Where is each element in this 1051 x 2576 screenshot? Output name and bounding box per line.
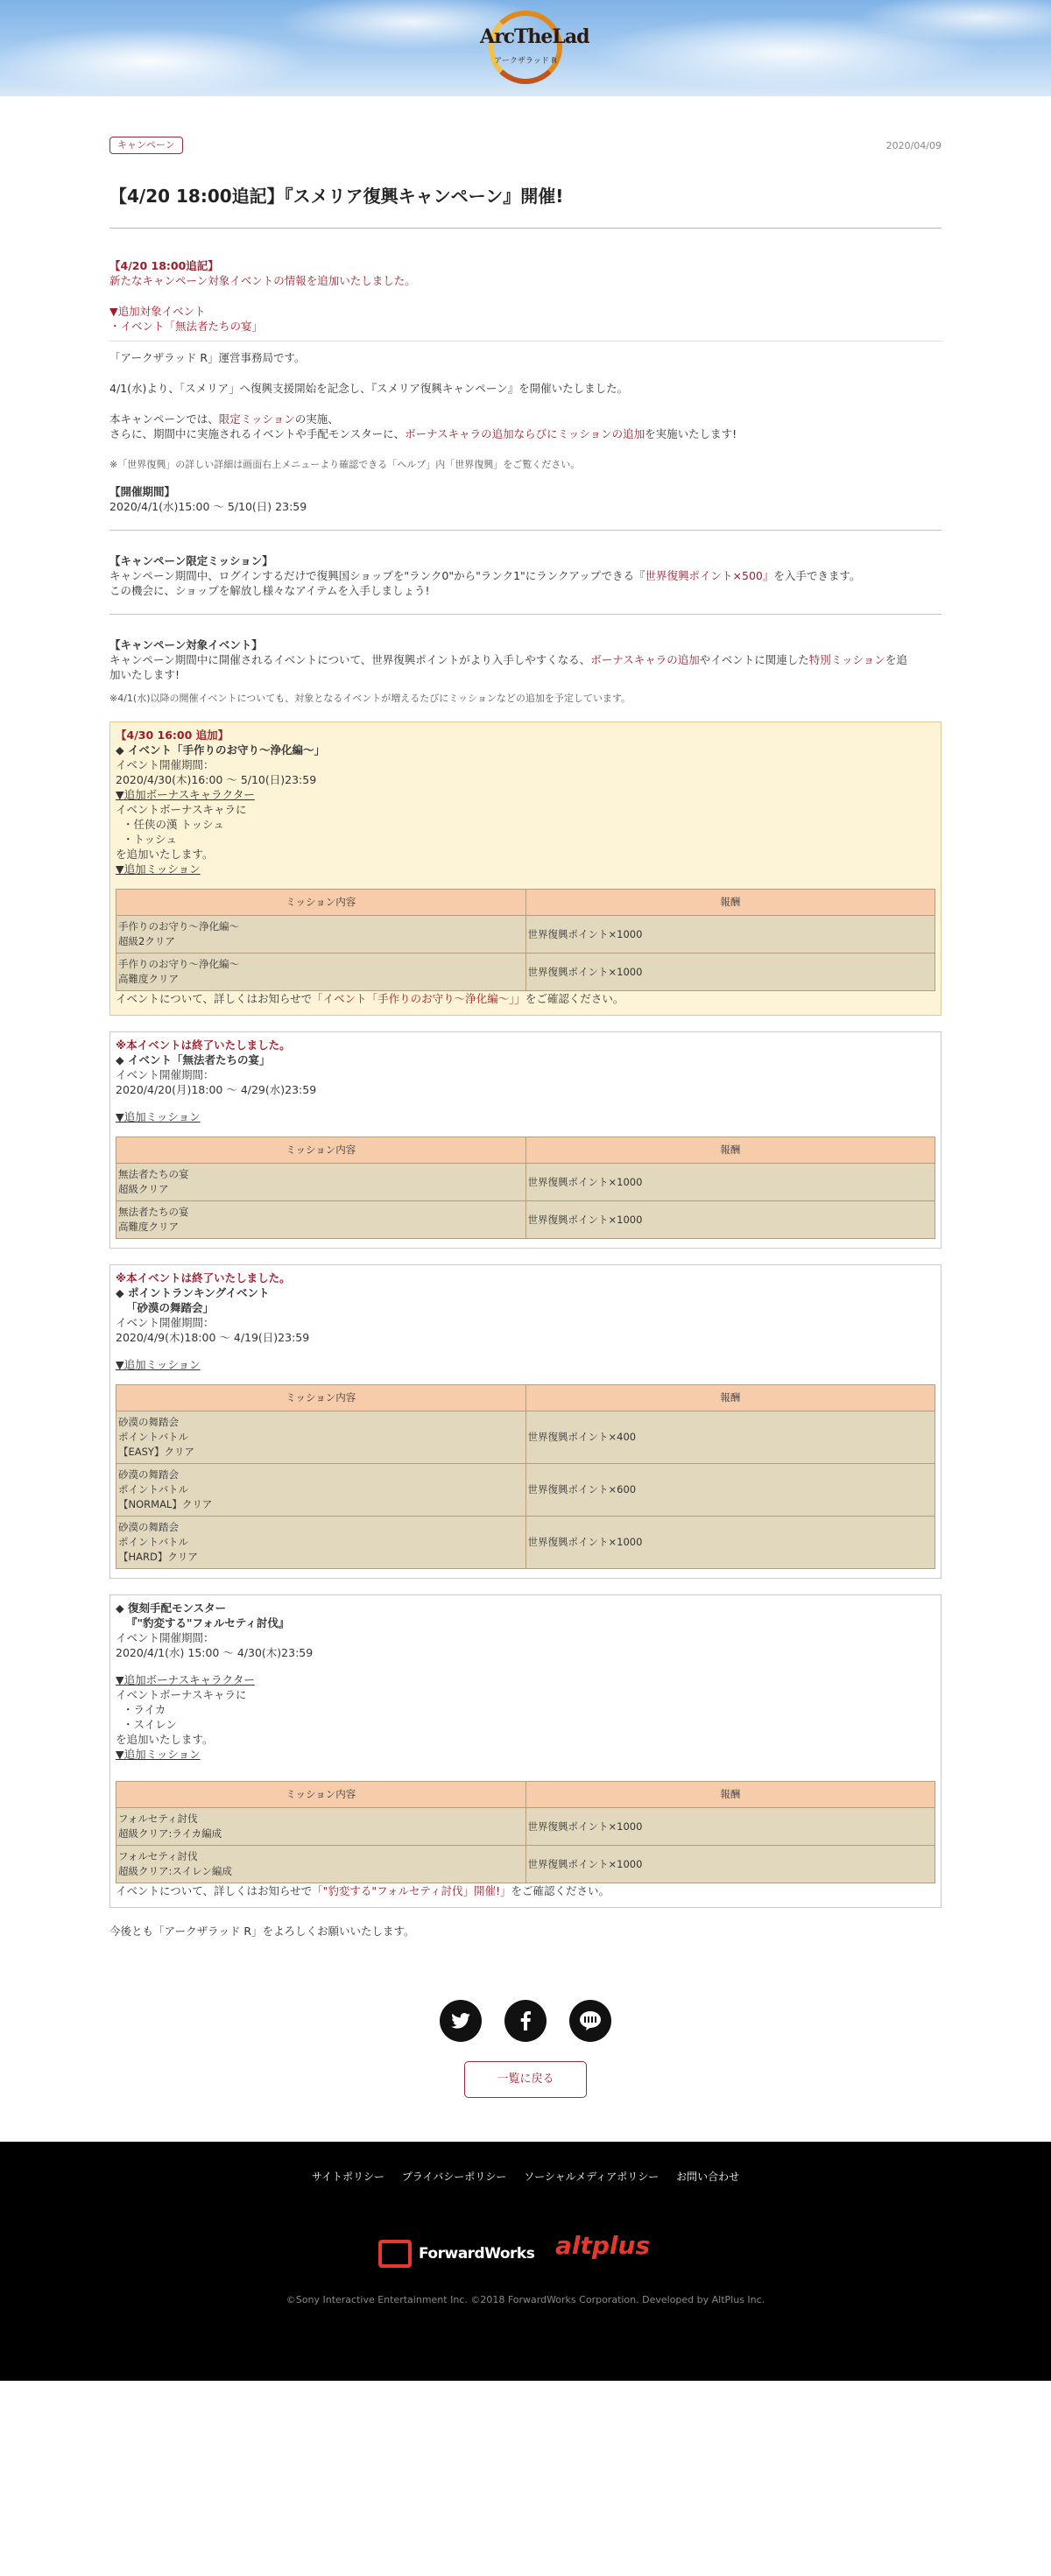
text: イベントについて、詳しくはお知らせで [116,992,313,1005]
highlight-text: 特別ミッション [808,653,885,666]
ended-note: ※本イベントは終了いたしました。 [116,1038,291,1052]
line-icon[interactable] [569,2000,611,2042]
event-name: ◆ イベント「手作りのお守り～浄化編～」 [116,743,325,757]
news-link[interactable]: 「"豹変する"フォルセティ討伐」開催!」 [312,1884,511,1897]
table-header: ミッション内容 [116,1137,526,1164]
back-to-list-button[interactable]: 一覧に戻る [464,2061,587,2098]
text: 超級クリア [118,1183,169,1195]
text: 手作りのお守り～浄化編～ [118,958,239,970]
target-events-text-2: 加いたします! [109,668,180,681]
closing-text: 今後とも「アークザラッド R」をよろしくお願いいたします。 [109,1925,415,1938]
footer-link-site-policy[interactable]: サイトポリシー [311,2171,385,2183]
table-header: 報酬 [526,1782,935,1808]
reward-cell: 世界復興ポイント×1000 [526,1201,935,1239]
update-text: 新たなキャンペーン対象イベントの情報を追加いたしました。 [109,274,416,287]
mission-heading: ▼追加ミッション [116,862,201,876]
reward-cell: 世界復興ポイント×1000 [526,1846,935,1883]
text: の実施、 [294,412,339,426]
text: 砂漠の舞踏会 [118,1416,179,1428]
reward-cell: 世界復興ポイント×400 [526,1411,935,1464]
table-row [116,1411,935,1464]
mission-table [116,1781,935,1883]
section-divider [109,614,942,615]
mission-cell [116,1411,526,1464]
bonus-intro: イベントボーナスキャラに [116,803,247,816]
text: 超級クリア:ライカ編成 [118,1827,222,1840]
event-name: ◆ イベント「無法者たちの宴」 [116,1053,271,1066]
table-row [116,1808,935,1846]
text: ポイントバトル [118,1483,189,1496]
text: 【HARD】クリア [118,1551,198,1563]
text: を入手できます。 [773,569,861,582]
mission-table [116,1384,935,1569]
mission-cell [116,1846,526,1883]
copyright: ©Sony Interactive Entertainment Inc. ©2018 ForwardWorks Corporation. Developed by AltPlus Inc. [286,2294,765,2305]
game-logo[interactable] [480,7,589,86]
mission-cell [116,1517,526,1569]
event-name: ◆ ポイントランキングイベント [116,1286,270,1299]
event-box-forseti [109,1594,942,1908]
highlight-text: ボーナスキャラの追加ならびにミッションの追加 [405,427,645,440]
text: さらに、期間中に実施されるイベントや手配モンスターに、 [109,427,406,440]
text: 【NORMAL】クリア [118,1498,213,1510]
forwardworks-text: ForwardWorks [419,2244,535,2263]
highlight-text: 『世界復興ポイント×500』 [634,569,774,582]
bonus-outro: を追加いたします。 [116,1733,214,1746]
bonus-outro: を追加いたします。 [116,848,214,861]
event-period: 2020/4/9(木)18:00 ～ 4/19(日)23:59 [116,1331,310,1344]
added-events-heading: ▼追加対象イベント [109,305,206,318]
event-period: 2020/4/1(水) 15:00 ～ 4/30(木)23:59 [116,1646,314,1659]
mission-cell [116,1808,526,1846]
reward-cell: 世界復興ポイント×1000 [526,954,935,991]
mission-table [116,1137,935,1239]
text: を実施いたします! [645,427,737,440]
table-header: ミッション内容 [116,890,526,916]
bonus-char: ・スイレン [123,1718,177,1731]
period-label: イベント開催期間： [116,1631,215,1644]
mission-heading: ▼追加ミッション [116,1358,201,1371]
period-label: イベント開催期間： [116,758,215,771]
event-box-omamori [109,721,942,1016]
added-event-item: ・イベント「無法者たちの宴」 [109,320,264,333]
logo-subtitle: アークザラッド R [494,57,557,66]
box-footnote [116,991,935,1006]
target-events-text [109,652,942,667]
campaign-period: 2020/4/1(水)15:00 ～ 5/10(日) 23:59 [109,500,307,513]
text: キャンペーン期間中、ログインするだけで復興国ショップを"ランク0"から"ランク1"にランクアップできる [109,569,635,582]
text: 高難度クリア [118,1221,179,1233]
intro-paragraph-2 [109,412,942,426]
mission-heading: ▼追加ミッション [116,1110,201,1123]
forwardworks-logo[interactable] [378,2240,534,2268]
bonus-intro: イベントボーナスキャラに [116,1688,247,1701]
period-label: イベント開催期間： [116,1316,215,1329]
table-header: 報酬 [526,1137,935,1164]
event-name-2: 「砂漠の舞踏会」 [126,1301,215,1314]
back-wrap [109,2061,942,2098]
reward-cell: 世界復興ポイント×1000 [526,1517,935,1569]
news-link[interactable]: 「イベント「手作りのお守り～浄化編～」」 [312,992,526,1005]
bonus-char: ・任侠の漢 トッシュ [123,818,224,831]
event-period: 2020/4/20(月)18:00 ～ 4/29(水)23:59 [116,1083,317,1096]
bonus-heading: ▼追加ボーナスキャラクター [116,788,255,801]
forwardworks-mark-icon [378,2240,412,2268]
text: 【EASY】クリア [118,1446,194,1458]
bonus-heading: ▼追加ボーナスキャラクター [116,1673,255,1686]
highlight-text: 限定ミッション [218,412,295,426]
text: 手作りのお守り～浄化編～ [118,920,239,933]
mission-cell [116,916,526,954]
text: 本キャンペーンでは、 [109,412,219,426]
text: やイベントに関連した [699,653,809,666]
text: 砂漠の舞踏会 [118,1521,179,1533]
target-events-heading: 【キャンペーン対象イベント】 [109,638,263,651]
altplus-logo[interactable]: altplus [555,2231,651,2260]
text: 高難度クリア [118,973,179,985]
event-box-outlaws [109,1031,942,1249]
event-box-desert-ball [109,1264,942,1579]
facebook-icon[interactable] [504,2000,547,2042]
table-header: 報酬 [526,890,935,916]
footer-link-contact[interactable]: お問い合わせ [676,2171,740,2183]
share-buttons [109,2000,942,2042]
page-title: 【4/20 18:00追記】『スメリア復興キャンペーン』開催! [109,184,942,229]
intro-paragraph: 4/1(水)より、「スメリア」へ復興支援開始を記念し、『スメリア復興キャンペーン』を開催いたしました。 [109,382,629,395]
twitter-icon[interactable] [440,2000,482,2042]
text: フォルセティ討伐 [118,1812,198,1825]
footer-link-privacy[interactable]: プライバシーポリシー [401,2171,507,2183]
period-label: イベント開催期間： [116,1068,215,1081]
text: 超級クリア:スイレン編成 [118,1865,232,1877]
bonus-char: ・トッシュ [123,833,177,846]
article-body [109,229,942,1939]
mission-cell [116,1164,526,1201]
text: キャンペーン期間中に開催されるイベントについて、世界復興ポイントがより入手しやすくなる、 [109,653,591,666]
reward-cell: 世界復興ポイント×1000 [526,1808,935,1846]
article-meta [109,96,942,158]
text: ポイントバトル [118,1431,189,1443]
mission-cell [116,954,526,991]
footer-link-social-policy[interactable]: ソーシャルメディアポリシー [524,2171,660,2183]
limited-mission-heading: 【キャンペーン限定ミッション】 [109,554,273,567]
article [109,96,942,2098]
table-header: ミッション内容 [116,1782,526,1808]
period-heading: 【開催期間】 [109,485,176,498]
category-badge[interactable]: キャンペーン [109,137,183,154]
text: 超級2クリア [118,935,175,947]
publish-date: 2020/04/09 [885,140,942,151]
mission-cell [116,1201,526,1239]
box-tag: 【4/30 16:00 追加】 [116,728,229,742]
text: をご確認ください。 [511,1884,610,1897]
bonus-char: ・ライカ [123,1703,166,1716]
ended-note: ※本イベントは終了いたしました。 [116,1271,291,1284]
site-footer [0,2142,1051,2381]
highlight-text: ボーナスキャラの追加 [590,653,700,666]
table-row [116,1164,935,1201]
text: フォルセティ討伐 [118,1850,198,1862]
table-header: 報酬 [526,1385,935,1411]
mission-heading: ▼追加ミッション [116,1748,201,1761]
site-header [0,0,1051,96]
reward-cell: 世界復興ポイント×600 [526,1464,935,1517]
table-row [116,1201,935,1239]
event-name-2: 『"豹変する"フォルセティ討伐』 [126,1616,290,1629]
greeting: 「アークザラッド R」運営事務局です。 [109,351,306,364]
help-note: ※「世界復興」の詳しい詳細は画面右上メニューより確認できる「ヘルプ」内「世界復興」をご覧ください。 [109,459,581,470]
limited-mission-text-2: この機会に、ショップを解放し様々なアイテムを入手しましょう! [109,584,430,597]
update-heading: 【4/20 18:00追記】 [109,259,219,272]
table-row [116,916,935,954]
footer-links [0,2170,1051,2185]
target-events-note: ※4/1(水)以降の開催イベントについても、対象となるイベントが増えるたびにミッションなどの追加を予定しています。 [109,693,631,704]
text: を追 [885,653,907,666]
event-name: ◆ 復刻手配モンスター [116,1601,227,1615]
mission-table [116,889,935,991]
table-row [116,954,935,991]
reward-cell: 世界復興ポイント×1000 [526,916,935,954]
text: 無法者たちの宴 [118,1206,189,1218]
box-footnote [116,1883,935,1898]
text: 砂漠の舞踏会 [118,1468,179,1481]
table-row [116,1846,935,1883]
intro-paragraph-3 [109,426,942,441]
text: 無法者たちの宴 [118,1168,189,1180]
reward-cell: 世界復興ポイント×1000 [526,1164,935,1201]
limited-mission-text [109,568,942,583]
text: イベントについて、詳しくはお知らせで [116,1884,313,1897]
table-header: ミッション内容 [116,1385,526,1411]
text: ポイントバトル [118,1536,189,1548]
logo-title: ArcTheLad [480,25,589,48]
event-period: 2020/4/30(木)16:00 ～ 5/10(日)23:59 [116,773,317,786]
section-divider [109,530,942,531]
mission-cell [116,1464,526,1517]
text: をご確認ください。 [525,992,624,1005]
table-row [116,1517,935,1569]
table-row [116,1464,935,1517]
